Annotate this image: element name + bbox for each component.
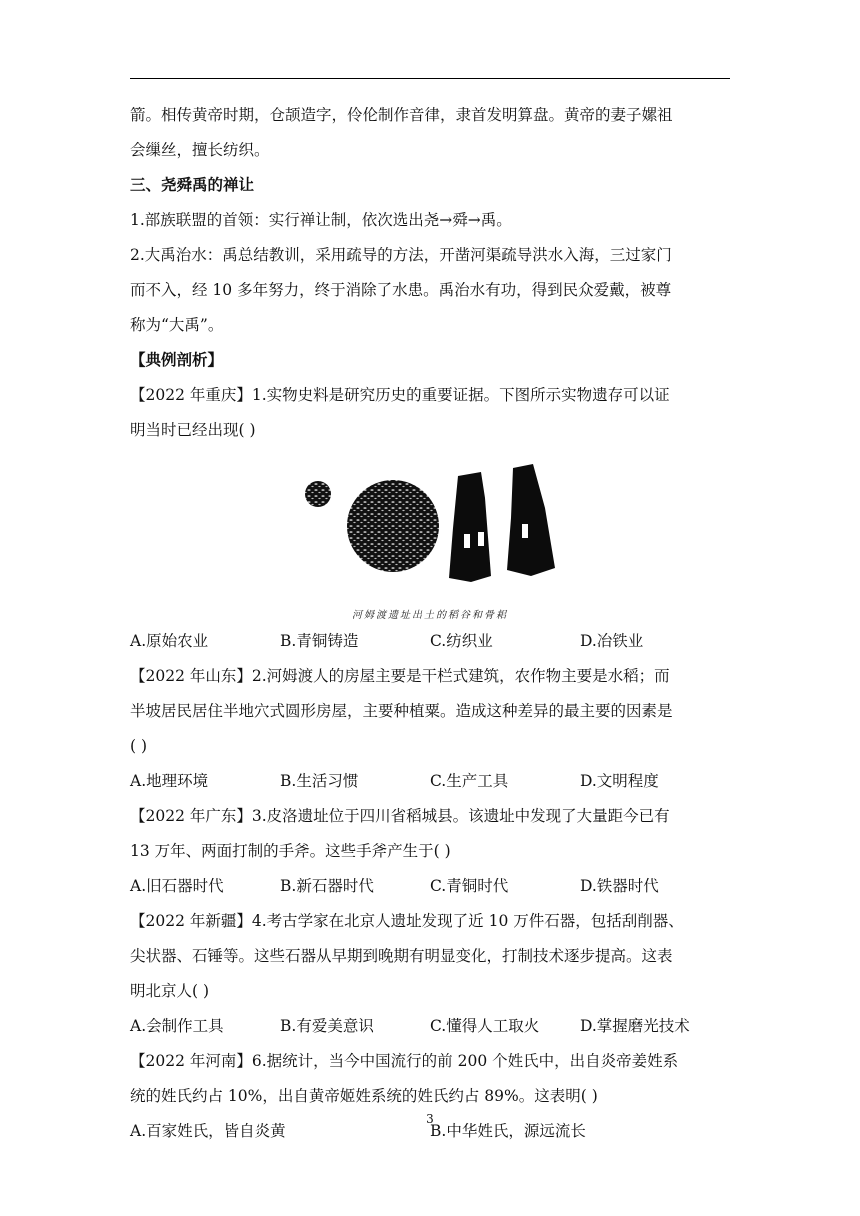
option-d: D.掌握磨光技术 [580,1017,690,1035]
page-number: 3 [426,1112,434,1126]
option-a: A.会制作工具 [130,1017,224,1035]
question-2-text: 半坡居民居住半地穴式圆形房屋，主要种植粟。造成这种差异的最主要的因素是 [130,702,673,720]
question-3-text: 【2022 年广东】3.皮洛遗址位于四川省稻城县。该遗址中发现了大量距今已有 [130,807,670,825]
option-d: D.文明程度 [580,772,659,790]
rice-grain-small [305,481,331,507]
paragraph-line: 箭。相传黄帝时期，仓颉造字，伶伦制作音律，隶首发明算盘。黄帝的妻子嫘祖 [130,106,673,124]
question-1-text: 明当时已经出现( ) [130,421,256,439]
artifact-photo [293,458,563,593]
list-item: 而不入，经 10 多年努力，终于消除了水患。禹治水有功，得到民众爱戴，被尊 [130,281,672,299]
option-c: C.纺织业 [430,632,493,650]
question-4-text: 明北京人( ) [130,982,210,1000]
option-a: A.百家姓氏，皆自炎黄 [130,1122,286,1140]
examples-heading: 【典例剖析】 [130,351,224,369]
option-a: A.旧石器时代 [130,877,224,895]
option-a: A.原始农业 [130,632,209,650]
bone-spade-right [507,464,555,576]
question-3-text: 13 万年、两面打制的手斧。这些手斧产生于( ) [130,842,451,860]
option-d: D.冶铁业 [580,632,644,650]
question-4-options [130,1009,730,1044]
option-b: B.生活习惯 [280,772,359,790]
question-4-text: 尖状器、石锤等。这些石器从早期到晚期有明显变化，打制技术逐步提高。这表 [130,947,673,965]
option-b: B.有爱美意识 [280,1017,374,1035]
bone-spade-left [449,472,491,582]
artifact-figure [130,448,730,624]
page-content [130,98,730,1149]
question-4-text: 【2022 年新疆】4.考古学家在北京人遗址发现了近 10 万件石器，包括刮削器、 [130,912,684,930]
figure-caption: 河姆渡遗址出土的稻谷和骨耜 [352,610,508,621]
question-3-options [130,869,730,904]
question-6-text: 【2022 年河南】6.据统计，当今中国流行的前 200 个姓氏中，出自炎帝姜姓系 [130,1052,679,1070]
section-heading: 三、尧舜禹的禅让 [130,176,255,194]
option-c: C.青铜时代 [430,877,509,895]
option-b: B.中华姓氏，源远流长 [430,1122,586,1140]
option-a: A.地理环境 [130,772,209,790]
paragraph-line: 会缫丝，擅长纺织。 [130,141,270,159]
question-2-text: ( ) [130,737,148,755]
option-c: C.生产工具 [430,772,509,790]
option-c: C.懂得人工取火 [430,1017,540,1035]
list-item: 称为“大禹”。 [130,316,224,334]
list-item: 1.部族联盟的首领：实行禅让制，依次选出尧→舜→禹。 [130,211,512,229]
question-2-text: 【2022 年山东】2.河姆渡人的房屋主要是干栏式建筑，农作物主要是水稻；而 [130,667,670,685]
question-2-options [130,764,730,799]
header-rule [130,78,730,79]
question-6-text: 统的姓氏约占 10%，出自黄帝姬姓系统的姓氏约占 89%。这表明( ) [130,1087,598,1105]
option-d: D.铁器时代 [580,877,659,895]
rice-grain-pile [347,480,439,572]
list-item: 2.大禹治水：禹总结教训，采用疏导的方法，开凿河渠疏导洪水入海，三过家门 [130,246,672,264]
option-b: B.青铜铸造 [280,632,359,650]
question-1-text: 【2022 年重庆】1.实物史料是研究历史的重要证据。下图所示实物遗存可以证 [130,386,670,404]
option-b: B.新石器时代 [280,877,374,895]
